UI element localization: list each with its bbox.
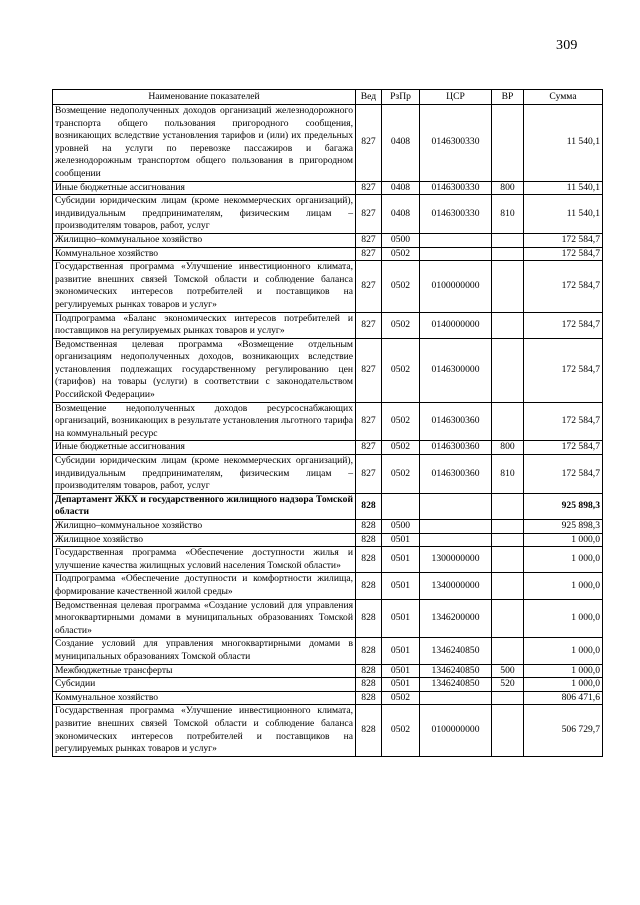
- cell-sum: 11 540,1: [524, 195, 603, 234]
- table-row: [53, 338, 603, 402]
- cell-ved: 828: [356, 705, 382, 756]
- cell-name: Жилищно–коммунальное хозяйство: [53, 233, 356, 247]
- cell-sum: 1 000,0: [524, 573, 603, 599]
- cell-sum: 172 584,7: [524, 441, 603, 455]
- cell-vr: 800: [492, 181, 524, 195]
- cell-csr: 1346240850: [420, 664, 492, 678]
- cell-vr: 800: [492, 441, 524, 455]
- cell-sum: 1 000,0: [524, 664, 603, 678]
- table-row: [53, 402, 603, 441]
- cell-sum: 172 584,7: [524, 338, 603, 402]
- cell-rzpr: 0502: [382, 705, 420, 756]
- cell-rzpr: 0501: [382, 664, 420, 678]
- table-row: [53, 312, 603, 338]
- cell-name: Субсидии юридическим лицам (кроме некоммерческих организаций), индивидуальным предпринимателям, физическим лицам – производителям товаров, работ, услуг: [53, 195, 356, 234]
- cell-vr: [492, 402, 524, 441]
- cell-name: Иные бюджетные ассигнования: [53, 441, 356, 455]
- cell-ved: 827: [356, 261, 382, 312]
- cell-name: Иные бюджетные ассигнования: [53, 181, 356, 195]
- cell-csr: 0146300360: [420, 402, 492, 441]
- cell-rzpr: 0408: [382, 105, 420, 182]
- cell-name: Субсидии: [53, 678, 356, 692]
- cell-ved: 827: [356, 247, 382, 261]
- table-row: [53, 261, 603, 312]
- cell-vr: [492, 573, 524, 599]
- table-row: [53, 678, 603, 692]
- header-ved: Вед: [356, 90, 382, 105]
- cell-vr: [492, 533, 524, 547]
- cell-csr: 1340000000: [420, 573, 492, 599]
- cell-name: Государственная программа «Улучшение инвестиционного климата, развитие внешних связей Томской области и соблюдение баланса экономических интересов потребителей и поставщиков на регулируемых рынках товаров и услуг»: [53, 261, 356, 312]
- table-row: [53, 573, 603, 599]
- cell-rzpr: 0501: [382, 533, 420, 547]
- cell-sum: 925 898,3: [524, 493, 603, 519]
- cell-csr: [420, 493, 492, 519]
- table-row: [53, 455, 603, 494]
- table-row: [53, 691, 603, 705]
- cell-csr: 1300000000: [420, 547, 492, 573]
- cell-vr: [492, 261, 524, 312]
- cell-vr: [492, 338, 524, 402]
- cell-csr: 0100000000: [420, 261, 492, 312]
- cell-ved: 828: [356, 547, 382, 573]
- cell-rzpr: 0501: [382, 599, 420, 638]
- table-row: [53, 493, 603, 519]
- cell-name: Жилищно–коммунальное хозяйство: [53, 520, 356, 534]
- cell-ved: 827: [356, 312, 382, 338]
- cell-csr: 1346240850: [420, 638, 492, 664]
- cell-csr: 0146300330: [420, 195, 492, 234]
- cell-rzpr: 0501: [382, 638, 420, 664]
- cell-ved: 827: [356, 402, 382, 441]
- cell-csr: [420, 233, 492, 247]
- cell-ved: 827: [356, 105, 382, 182]
- cell-sum: 1 000,0: [524, 547, 603, 573]
- table-row: [53, 664, 603, 678]
- page-number: 309: [556, 38, 578, 53]
- cell-rzpr: 0408: [382, 181, 420, 195]
- cell-ved: 827: [356, 195, 382, 234]
- cell-csr: [420, 247, 492, 261]
- cell-sum: 172 584,7: [524, 402, 603, 441]
- cell-name: Возмещение недополученных доходов организаций железнодорожного транспорта общего пользования пригородного сообщения, возникающих вследствие установления тарифов и (или) их предельных уровней на услуги по перевозке пассажиров и багажа железнодорожным транспортом общего пользования в пригородном сообщении: [53, 105, 356, 182]
- budget-table: [52, 89, 603, 757]
- cell-sum: 1 000,0: [524, 599, 603, 638]
- cell-csr: 0146300000: [420, 338, 492, 402]
- cell-rzpr: 0502: [382, 441, 420, 455]
- cell-sum: 1 000,0: [524, 678, 603, 692]
- cell-csr: 0146300330: [420, 105, 492, 182]
- cell-vr: [492, 691, 524, 705]
- cell-rzpr: 0501: [382, 573, 420, 599]
- cell-sum: 1 000,0: [524, 533, 603, 547]
- cell-csr: [420, 533, 492, 547]
- cell-name: Подпрограмма «Обеспечение доступности и комфортности жилища, формирование качественной жилой среды»: [53, 573, 356, 599]
- cell-ved: 827: [356, 233, 382, 247]
- cell-vr: 500: [492, 664, 524, 678]
- cell-vr: [492, 105, 524, 182]
- table-row: [53, 247, 603, 261]
- cell-ved: 828: [356, 599, 382, 638]
- cell-sum: 506 729,7: [524, 705, 603, 756]
- cell-ved: 828: [356, 664, 382, 678]
- table-row: [53, 547, 603, 573]
- table-row: [53, 441, 603, 455]
- table-row: [53, 705, 603, 756]
- cell-rzpr: 0502: [382, 691, 420, 705]
- cell-csr: 1346240850: [420, 678, 492, 692]
- cell-csr: [420, 691, 492, 705]
- cell-ved: 828: [356, 533, 382, 547]
- cell-vr: [492, 599, 524, 638]
- cell-vr: [492, 638, 524, 664]
- cell-vr: [492, 312, 524, 338]
- cell-rzpr: 0502: [382, 338, 420, 402]
- cell-name: Коммунальное хозяйство: [53, 691, 356, 705]
- cell-sum: 172 584,7: [524, 312, 603, 338]
- cell-name: Ведомственная целевая программа «Возмещение отдельным организациям недополученных доходов, возникающих вследствие установления подлежащих государственному регулированию цен (тарифов) на товары (услуги) в соответствии с законодательством Российской Федерации»: [53, 338, 356, 402]
- cell-name: Субсидии юридическим лицам (кроме некоммерческих организаций), индивидуальным предпринимателям, физическим лицам – производителям товаров, работ, услуг: [53, 455, 356, 494]
- cell-sum: 1 000,0: [524, 638, 603, 664]
- cell-sum: 11 540,1: [524, 181, 603, 195]
- cell-ved: 827: [356, 441, 382, 455]
- cell-csr: 0146300360: [420, 441, 492, 455]
- cell-sum: 172 584,7: [524, 247, 603, 261]
- table-row: [53, 533, 603, 547]
- cell-rzpr: 0500: [382, 520, 420, 534]
- cell-name: Департамент ЖКХ и государственного жилищного надзора Томской области: [53, 493, 356, 519]
- cell-vr: [492, 493, 524, 519]
- cell-rzpr: 0408: [382, 195, 420, 234]
- cell-vr: [492, 233, 524, 247]
- cell-sum: 806 471,6: [524, 691, 603, 705]
- cell-csr: 1346200000: [420, 599, 492, 638]
- cell-name: Ведомственная целевая программа «Создание условий для управления многоквартирными домами в муниципальных образованиях Томской области»: [53, 599, 356, 638]
- cell-ved: 827: [356, 338, 382, 402]
- cell-ved: 828: [356, 520, 382, 534]
- cell-ved: 827: [356, 181, 382, 195]
- cell-vr: [492, 247, 524, 261]
- cell-rzpr: 0502: [382, 402, 420, 441]
- cell-name: Государственная программа «Обеспечение доступности жилья и улучшение качества жилищных условий населения Томской области»: [53, 547, 356, 573]
- header-vr: ВР: [492, 90, 524, 105]
- cell-sum: 172 584,7: [524, 455, 603, 494]
- table-row: [53, 195, 603, 234]
- cell-rzpr: 0502: [382, 455, 420, 494]
- cell-ved: 828: [356, 493, 382, 519]
- cell-ved: 828: [356, 573, 382, 599]
- header-rzpr: РзПр: [382, 90, 420, 105]
- cell-name: Подпрограмма «Баланс экономических интересов потребителей и поставщиков на регулируемых рынках товаров и услуг»: [53, 312, 356, 338]
- cell-name: Жилищное хозяйство: [53, 533, 356, 547]
- cell-name: Государственная программа «Улучшение инвестиционного климата, развитие внешних связей Томской области и соблюдение баланса экономических интересов потребителей и поставщиков на регулируемых рынках товаров и услуг»: [53, 705, 356, 756]
- cell-rzpr: 0501: [382, 547, 420, 573]
- cell-rzpr: 0500: [382, 233, 420, 247]
- cell-name: Возмещение недополученных доходов ресурсоснабжающих организаций, возникающих в результате установления льготного тарифа на коммунальный ресурс: [53, 402, 356, 441]
- table-row: [53, 638, 603, 664]
- cell-csr: 0146300360: [420, 455, 492, 494]
- table-row: [53, 599, 603, 638]
- cell-name: Создание условий для управления многоквартирными домами в муниципальных образованиях Томской области: [53, 638, 356, 664]
- cell-name: Коммунальное хозяйство: [53, 247, 356, 261]
- header-name: Наименование показателей: [53, 90, 356, 105]
- table-row: [53, 233, 603, 247]
- cell-vr: 810: [492, 195, 524, 234]
- cell-rzpr: 0502: [382, 247, 420, 261]
- header-sum: Сумма: [524, 90, 603, 105]
- cell-csr: 0146300330: [420, 181, 492, 195]
- cell-sum: 172 584,7: [524, 233, 603, 247]
- cell-rzpr: 0501: [382, 678, 420, 692]
- cell-sum: 11 540,1: [524, 105, 603, 182]
- header-csr: ЦСР: [420, 90, 492, 105]
- cell-sum: 172 584,7: [524, 261, 603, 312]
- table-header-row: [53, 90, 603, 105]
- cell-rzpr: 0502: [382, 261, 420, 312]
- cell-vr: [492, 547, 524, 573]
- table-row: [53, 181, 603, 195]
- cell-rzpr: [382, 493, 420, 519]
- cell-vr: [492, 705, 524, 756]
- cell-ved: 827: [356, 455, 382, 494]
- cell-csr: 0140000000: [420, 312, 492, 338]
- cell-csr: 0100000000: [420, 705, 492, 756]
- table-row: [53, 105, 603, 182]
- cell-ved: 828: [356, 638, 382, 664]
- cell-name: Межбюджетные трансферты: [53, 664, 356, 678]
- cell-ved: 828: [356, 691, 382, 705]
- table-body: [53, 105, 603, 757]
- cell-csr: [420, 520, 492, 534]
- cell-vr: [492, 520, 524, 534]
- cell-vr: 810: [492, 455, 524, 494]
- cell-ved: 828: [356, 678, 382, 692]
- cell-rzpr: 0502: [382, 312, 420, 338]
- cell-sum: 925 898,3: [524, 520, 603, 534]
- cell-vr: 520: [492, 678, 524, 692]
- table-row: [53, 520, 603, 534]
